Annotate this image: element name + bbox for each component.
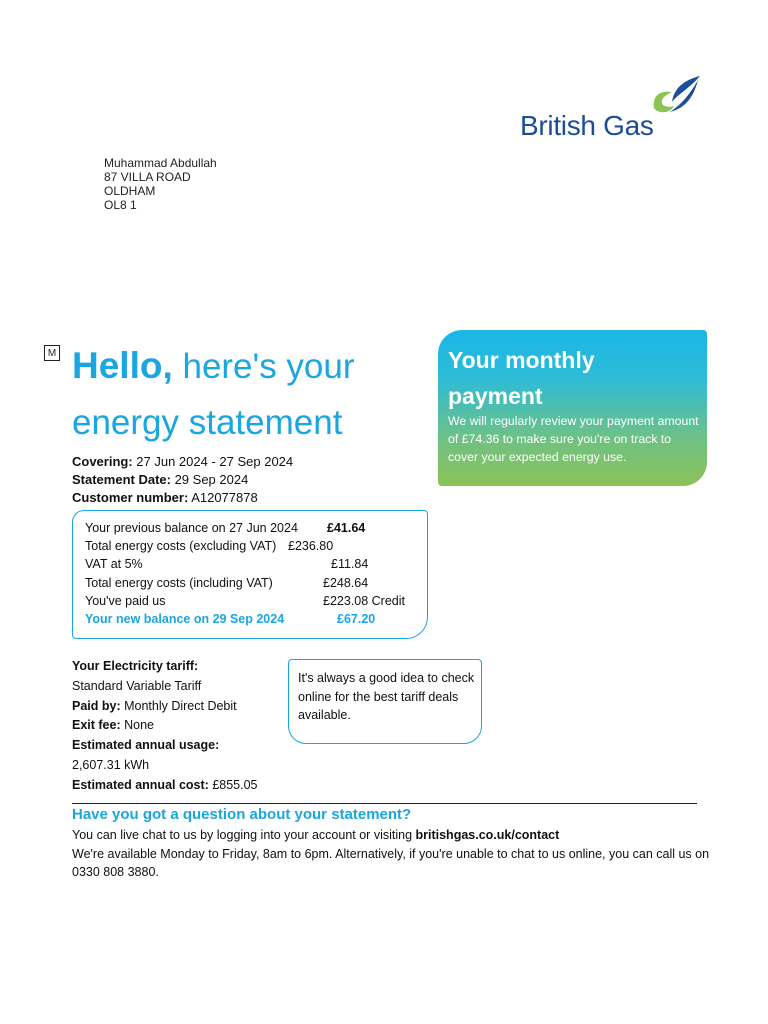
tariff-label: Your Electricity tariff: — [72, 659, 199, 673]
new-balance-label: Your new balance on 29 Sep 2024 — [85, 612, 285, 626]
question-heading: Have you got a question about your statement? — [72, 806, 412, 823]
covering-label: Covering: — [72, 454, 133, 469]
previous-balance-label: Your previous balance on 27 Jun 2024 — [85, 521, 298, 535]
statement-meta — [72, 453, 293, 507]
paid-label: You've paid us — [85, 594, 166, 608]
address-line: OL8 1 — [104, 198, 137, 212]
title-line2: energy statement — [72, 403, 343, 442]
address-line: 87 VILLA ROAD — [104, 170, 191, 184]
page-title — [72, 338, 432, 451]
british-gas-flame-icon — [648, 74, 702, 116]
tariff-tip-box — [288, 659, 482, 744]
energy-ex-vat-label: Total energy costs (excluding VAT) — [85, 539, 277, 553]
statement-date-value: 29 Sep 2024 — [170, 472, 249, 487]
tariff-value: Standard Variable Tariff — [72, 678, 202, 693]
title-greeting: Hello, — [72, 345, 173, 386]
annual-cost-label: Estimated annual cost: — [72, 777, 209, 792]
paid-value: £223.08 Credit — [323, 594, 406, 608]
tariff-details — [72, 657, 258, 796]
title-line1: here's your — [172, 347, 355, 386]
customer-number-label: Customer number: — [72, 490, 189, 505]
question-body — [72, 826, 712, 882]
usage-value: 2,607.31 kWh — [72, 757, 150, 772]
energy-inc-vat-label: Total energy costs (including VAT) — [85, 576, 273, 590]
customer-number-value: A12077878 — [188, 490, 258, 505]
address-line: OLDHAM — [104, 184, 156, 198]
paid-by-value: Monthly Direct Debit — [120, 698, 237, 713]
paid-by-label: Paid by: — [72, 698, 121, 713]
contact-link[interactable]: britishgas.co.uk/contact — [415, 828, 560, 842]
monthly-payment-card — [438, 330, 707, 486]
exit-fee-value: None — [120, 718, 154, 733]
balance-summary-box — [72, 510, 428, 639]
tariff-tip-text: It's always a good idea to check online for the best tariff deals available. — [298, 671, 475, 722]
exit-fee-label: Exit fee: — [72, 718, 121, 733]
monthly-payment-title: Your monthly payment — [448, 347, 595, 409]
recipient-address — [104, 156, 217, 212]
usage-label: Estimated annual usage: — [72, 738, 220, 753]
question-line2: We're available Monday to Friday, 8am to 6pm. Alternatively, if you're unable to chat to us online, you can call us on 0330 808 3880. — [72, 846, 710, 879]
address-line: Muhammad Abdullah — [104, 156, 217, 170]
brand-logo-text: British Gas — [520, 110, 654, 141]
previous-balance-value: £41.64 — [327, 521, 366, 535]
energy-ex-vat-value: £236.80 — [288, 539, 334, 553]
section-divider — [72, 803, 697, 804]
vat-value: £11.84 — [331, 557, 369, 571]
statement-date-label: Statement Date: — [72, 472, 171, 487]
annual-cost-value: £855.05 — [208, 777, 258, 792]
monthly-payment-body: We will regularly review your payment amount of £74.36 to make sure you're on track to cover your expected energy use. — [448, 414, 699, 464]
question-line1: You can live chat to us by logging into your account or visiting — [72, 828, 416, 842]
covering-value: 27 Jun 2024 - 27 Sep 2024 — [132, 454, 294, 469]
energy-inc-vat-value: £248.64 — [323, 576, 369, 590]
new-balance-value: £67.20 — [337, 612, 376, 626]
vat-label: VAT at 5% — [85, 557, 143, 571]
mail-mark-box: M — [44, 345, 60, 361]
